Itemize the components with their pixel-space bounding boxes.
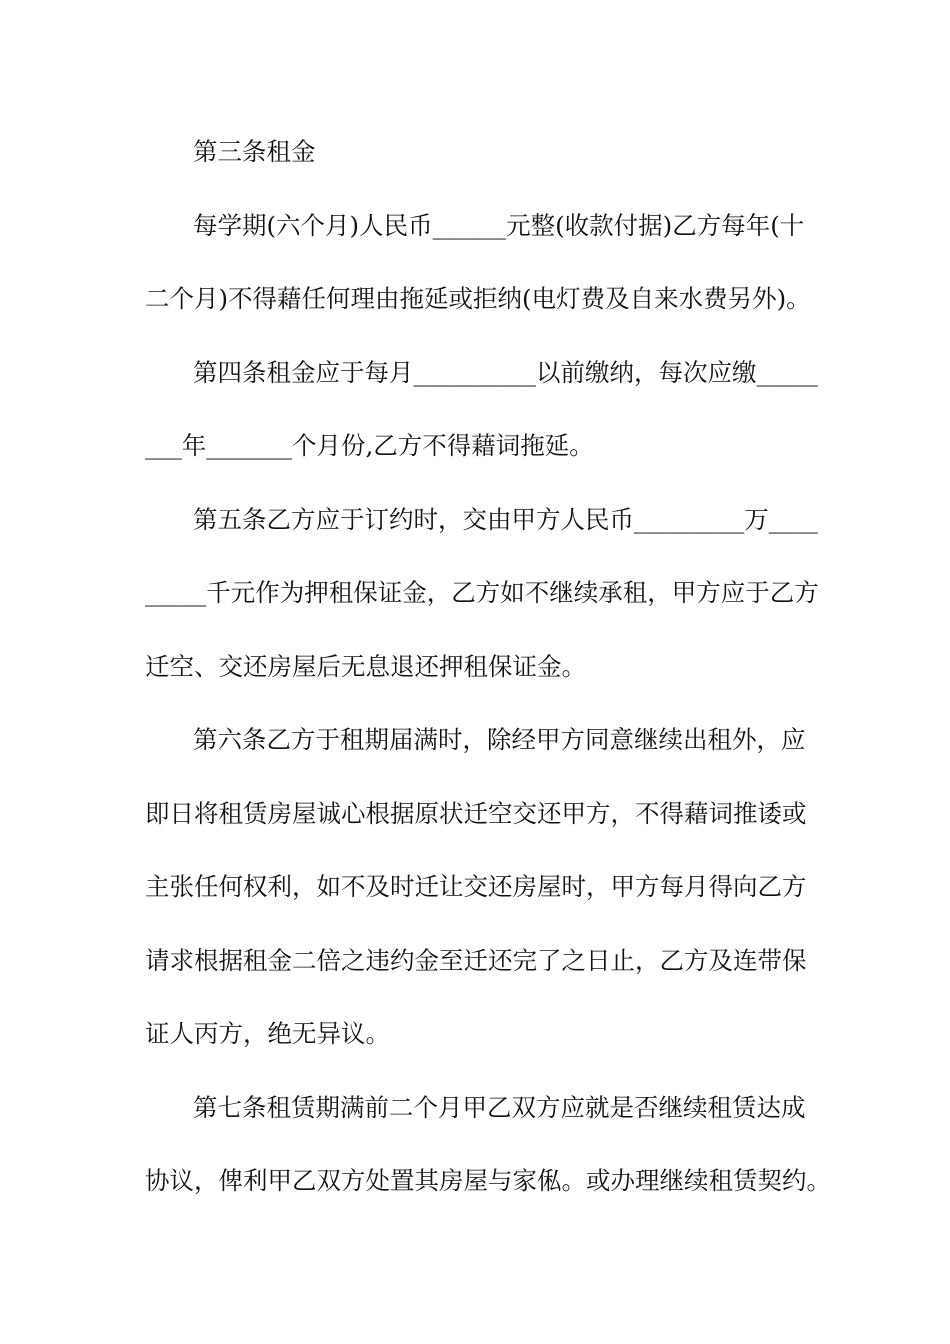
article-3-heading: 第三条租金 xyxy=(193,137,316,166)
article-4-line-2: ___年_______个月份,乙方不得藉词拖延。 xyxy=(145,431,594,460)
article-7-line-1: 第七条租赁期满前二个月甲乙双方应就是否继续租赁达成 xyxy=(193,1092,806,1122)
article-3-line-1: 每学期(六个月)人民币______元整(收款付据)乙方每年(十 xyxy=(193,210,805,240)
document-body xyxy=(145,128,831,1231)
article-7-line-2: 协议，俾利甲乙双方处置其房屋与家俬。或办理继续租赁契约。 xyxy=(145,1166,831,1195)
article-6-line-1: 第六条乙方于租期届满时，除经甲方同意继续出租外，应 xyxy=(193,725,806,754)
article-4-line-1: 第四条租金应于每月__________以前缴纳，每次应缴_____ xyxy=(193,357,818,387)
article-6-line-4: 请求根据租金二倍之违约金至迁还完了之日止，乙方及连带保 xyxy=(145,945,807,975)
article-3-line-2: 二个月)不得藉任何理由拖延或拒纳(电灯费及自来水费另外)。 xyxy=(145,284,811,313)
article-6-line-2: 即日将租赁房屋诚心根据原状迁空交还甲方，不得藉词推诿或 xyxy=(145,798,807,828)
article-6-line-3: 主张任何权利，如不及时迁让交还房屋时，甲方每月得向乙方 xyxy=(145,872,807,901)
article-5-line-1: 第五条乙方应于订约时，交由甲方人民币_________万____ xyxy=(193,504,818,534)
article-6-line-5: 证人丙方，绝无异议。 xyxy=(145,1019,390,1048)
article-5-line-2: _____千元作为押租保证金，乙方如不继续承租，甲方应于乙方 xyxy=(145,578,819,607)
article-5-line-3: 迁空、交还房屋后无息退还押租保证金。 xyxy=(145,651,586,681)
